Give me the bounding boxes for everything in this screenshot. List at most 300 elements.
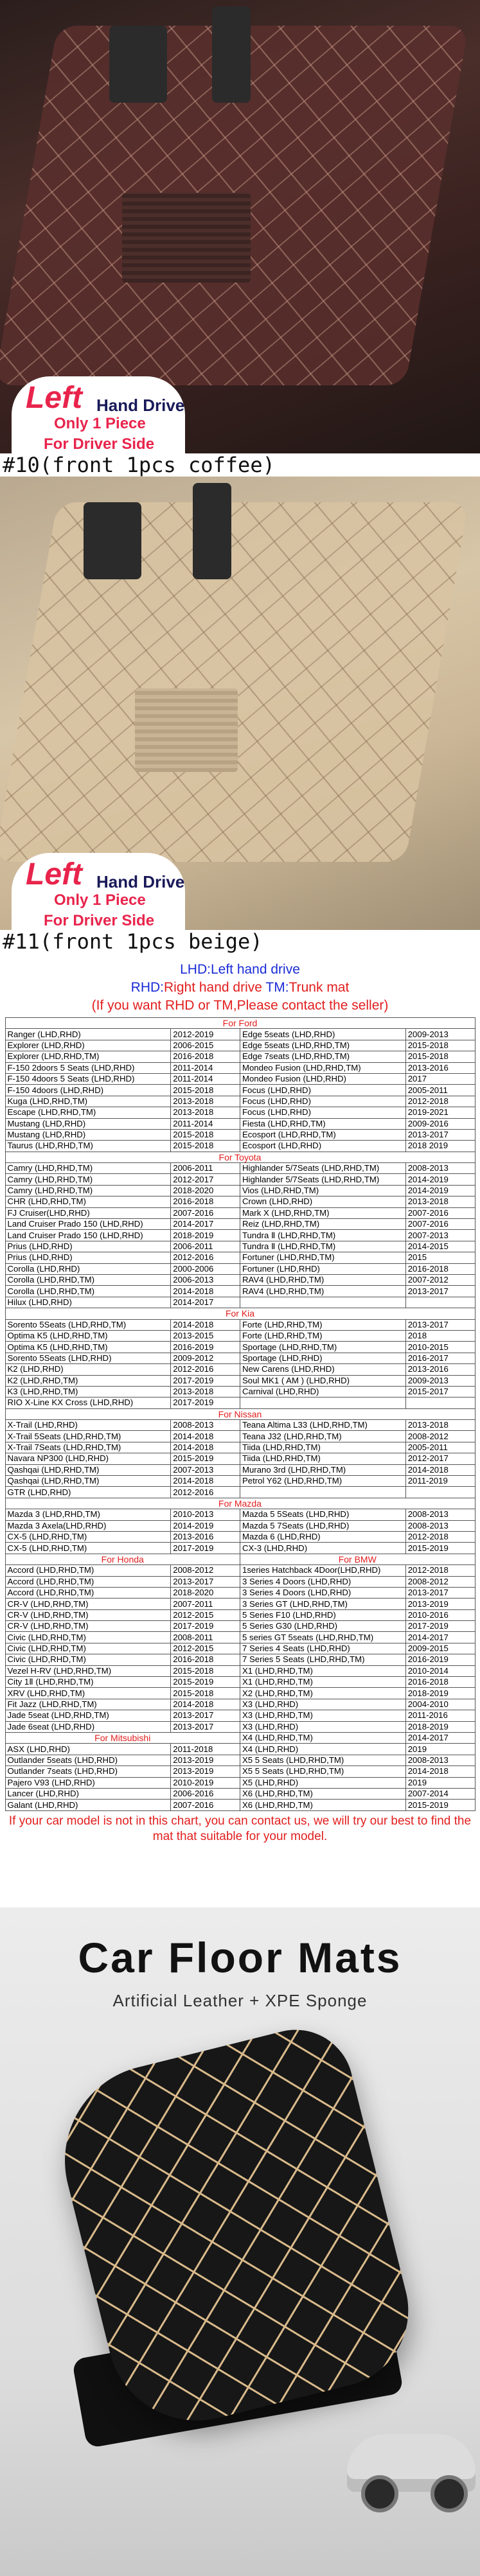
table-cell: K2 (LHD,RHD) <box>5 1364 171 1375</box>
table-cell: 2010-2014 <box>405 1665 475 1676</box>
table-cell: Jade 6seat (LHD,RHD) <box>5 1721 171 1732</box>
table-cell <box>405 1487 475 1498</box>
table-cell: F-150 4doors (LHD,RHD) <box>5 1085 171 1096</box>
table-cell: 2007-2012 <box>405 1274 475 1285</box>
table-row <box>5 1554 475 1564</box>
table-cell: Sorento 5Seats (LHD,RHD,TM) <box>5 1319 171 1330</box>
table-cell: 2008-2012 <box>171 1565 240 1576</box>
table-cell: CR-V (LHD,RHD,TM) <box>5 1609 171 1620</box>
table-cell: 2011-2018 <box>171 1744 240 1755</box>
table-cell: 2016-2018 <box>171 1196 240 1207</box>
table-cell: 2009-2012 <box>171 1353 240 1363</box>
table-cell <box>405 1297 475 1308</box>
table-cell: Qashqai (LHD,RHD,TM) <box>5 1464 171 1475</box>
table-cell: 2007-2016 <box>171 1207 240 1218</box>
photo-beige-mat <box>0 477 480 953</box>
table-cell: 2017-2019 <box>171 1398 240 1408</box>
table-row <box>5 1621 475 1632</box>
table-row <box>5 1464 475 1475</box>
table-cell: Sorento 5Seats (LHD,RHD) <box>5 1353 171 1363</box>
table-cell: 2014-2018 <box>171 1286 240 1297</box>
table-cell: 2013-2016 <box>171 1531 240 1542</box>
table-row <box>5 1219 475 1230</box>
table-cell: 2011-2019 <box>405 1476 475 1487</box>
table-row <box>5 1308 475 1319</box>
table-cell: 2010-2019 <box>171 1777 240 1788</box>
table-cell: Mark X (LHD,RHD,TM) <box>240 1207 405 1218</box>
table-cell: Edge 7seats (LHD,RHD,TM) <box>240 1051 405 1062</box>
table-cell: 2015 <box>405 1252 475 1263</box>
table-cell: Accord (LHD,RHD,TM) <box>5 1576 171 1587</box>
table-cell: 2007-2016 <box>171 1800 240 1810</box>
table-cell: 2009-2013 <box>405 1029 475 1040</box>
table-cell: F-150 4doors 5 Seats (LHD,RHD) <box>5 1073 171 1084</box>
table-cell: GTR (LHD,RHD) <box>5 1487 171 1498</box>
table-cell: 2013-2017 <box>405 1587 475 1598</box>
table-row <box>5 1654 475 1665</box>
product-subtitle: Artificial Leather + XPE Sponge <box>112 1991 368 2010</box>
table-cell: 2006-2011 <box>171 1241 240 1252</box>
table-cell: 2008-2013 <box>171 1420 240 1431</box>
table-cell: Forte (LHD,RHD,TM) <box>240 1319 405 1330</box>
table-cell: 2006-2011 <box>171 1163 240 1174</box>
table-cell: Pajero V93 (LHD,RHD) <box>5 1777 171 1788</box>
table-cell: 2018-2020 <box>171 1587 240 1598</box>
table-cell: Escape (LHD,RHD,TM) <box>5 1107 171 1118</box>
table-cell: Accord (LHD,RHD,TM) <box>5 1565 171 1576</box>
table-cell: Vios (LHD,RHD,TM) <box>240 1185 405 1196</box>
table-row <box>5 1643 475 1654</box>
badge-left-text: Left <box>26 381 82 415</box>
table-cell: Prius (LHD,RHD) <box>5 1241 171 1252</box>
table-cell: 2014-2017 <box>405 1733 475 1744</box>
table-cell: 2015-2018 <box>405 1040 475 1051</box>
table-row <box>5 1766 475 1777</box>
table-cell: Carnival (LHD,RHD) <box>240 1386 405 1397</box>
table-cell: 2013-2018 <box>171 1096 240 1107</box>
table-cell: 2012-2015 <box>171 1643 240 1654</box>
table-cell: 2016-2018 <box>171 1654 240 1665</box>
table-cell: X6 (LHD,RHD,TM) <box>240 1800 405 1810</box>
table-cell: Tiida (LHD,RHD,TM) <box>240 1453 405 1464</box>
table-cell: FJ Cruiser(LHD,RHD) <box>5 1207 171 1218</box>
table-row <box>5 1029 475 1040</box>
table-row <box>5 1263 475 1274</box>
table-row <box>5 1777 475 1788</box>
table-row <box>5 1141 475 1152</box>
table-cell: 1series Hatchback 4Door(LHD,RHD) <box>240 1565 405 1576</box>
table-cell: 2016-2018 <box>171 1051 240 1062</box>
photo-coffee-mat <box>0 0 480 477</box>
table-cell: 2016-2019 <box>171 1342 240 1353</box>
table-cell: 7 Series 5 Seats (LHD,RHD,TM) <box>240 1654 405 1665</box>
table-cell: 2011-2014 <box>171 1062 240 1073</box>
table-cell: City 1Ⅱ (LHD,RHD,TM) <box>5 1677 171 1688</box>
left-hand-drive-badge <box>12 853 185 930</box>
table-cell: 2013-2017 <box>405 1319 475 1330</box>
car-illustration <box>347 2434 476 2492</box>
table-cell: 2015-2019 <box>405 1543 475 1554</box>
table-row <box>5 1487 475 1498</box>
table-cell: 2011-2016 <box>405 1710 475 1721</box>
table-cell: 2015-2018 <box>171 1129 240 1140</box>
badge-driver-text: For Driver Side <box>44 912 155 929</box>
table-cell: 2016-2017 <box>405 1353 475 1363</box>
table-cell: Corolla (LHD,RHD,TM) <box>5 1274 171 1285</box>
table-row <box>5 1085 475 1096</box>
table-row <box>5 1107 475 1118</box>
table-cell: Ecosport (LHD,RHD,TM) <box>240 1129 405 1140</box>
table-row <box>5 1431 475 1442</box>
table-cell: X-Trail (LHD,RHD) <box>5 1420 171 1431</box>
table-cell <box>405 1398 475 1408</box>
table-cell: 2017-2019 <box>171 1621 240 1632</box>
table-row <box>5 1721 475 1732</box>
table-row <box>5 1051 475 1062</box>
table-cell: 2011-2014 <box>171 1073 240 1084</box>
table-cell: 2006-2013 <box>171 1274 240 1285</box>
table-cell: 2008-2013 <box>405 1163 475 1174</box>
table-cell: Land Cruiser Prado 150 (LHD,RHD) <box>5 1230 171 1241</box>
table-cell: CX-3 (LHD,RHD) <box>240 1543 405 1554</box>
table-cell: 2014-2017 <box>405 1632 475 1643</box>
table-cell: Mondeo Fusion (LHD,RHD) <box>240 1073 405 1084</box>
table-cell: Camry (LHD,RHD,TM) <box>5 1174 171 1185</box>
table-row <box>5 1800 475 1810</box>
table-cell: Fortuner (LHD,RHD,TM) <box>240 1252 405 1263</box>
table-cell: 2014-2019 <box>405 1185 475 1196</box>
table-cell: 2007-2016 <box>405 1219 475 1230</box>
table-row <box>5 1531 475 1542</box>
table-row <box>5 1543 475 1554</box>
table-cell: 2014-2018 <box>171 1431 240 1442</box>
table-cell: 2012-2018 <box>405 1565 475 1576</box>
table-cell: 2017-2019 <box>171 1543 240 1554</box>
table-cell: 2012-2015 <box>171 1609 240 1620</box>
table-cell: Mustang (LHD,RHD) <box>5 1118 171 1129</box>
brand-header-cell: For Mazda <box>5 1498 475 1509</box>
table-row <box>5 1408 475 1419</box>
table-row <box>5 1587 475 1598</box>
table-cell: 2010-2015 <box>405 1342 475 1353</box>
table-row <box>5 1386 475 1397</box>
table-cell: Jade 5seat (LHD,RHD,TM) <box>5 1710 171 1721</box>
table-cell: Mustang (LHD,RHD) <box>5 1129 171 1140</box>
table-cell: 2013-2017 <box>405 1129 475 1140</box>
brand-header-cell: For Toyota <box>5 1152 475 1162</box>
table-cell: 2013-2016 <box>405 1062 475 1073</box>
table-cell: Fiesta (LHD,RHD,TM) <box>240 1118 405 1129</box>
car-wheel-front <box>361 2475 398 2512</box>
table-cell: 2013-2017 <box>405 1286 475 1297</box>
table-row <box>5 1185 475 1196</box>
table-cell: RAV4 (LHD,RHD,TM) <box>240 1274 405 1285</box>
table-row <box>5 1040 475 1051</box>
table-cell <box>240 1398 405 1408</box>
table-cell: 2007-2016 <box>405 1207 475 1218</box>
table-cell: Reiz (LHD,RHD,TM) <box>240 1219 405 1230</box>
table-cell: 2018-2019 <box>405 1721 475 1732</box>
table-row <box>5 1744 475 1755</box>
rhd-key: RHD: <box>130 980 164 995</box>
table-cell: 7 Series 4 Seats (LHD,RHD) <box>240 1643 405 1654</box>
table-cell: 2009-2016 <box>405 1118 475 1129</box>
photo-caption: #11(front 1pcs beige) <box>0 930 480 953</box>
table-row <box>5 1073 475 1084</box>
table-cell: Outlander 5seats (LHD,RHD) <box>5 1755 171 1766</box>
brand-header-cell: For Nissan <box>5 1408 475 1419</box>
table-cell: X1 (LHD,RHD,TM) <box>240 1665 405 1676</box>
table-cell: Ecosport (LHD,RHD) <box>240 1141 405 1152</box>
table-cell: Taurus (LHD,RHD,TM) <box>5 1141 171 1152</box>
table-cell: Tundra Ⅱ (LHD,RHD,TM) <box>240 1230 405 1241</box>
table-cell: Edge 5seats (LHD,RHD,TM) <box>240 1040 405 1051</box>
product-banner <box>0 1907 480 2576</box>
table-row <box>5 1476 475 1487</box>
table-cell: 2017-2019 <box>171 1375 240 1386</box>
table-cell: Highlander 5/7Seats (LHD,RHD,TM) <box>240 1163 405 1174</box>
table-row <box>5 1286 475 1297</box>
table-cell: Camry (LHD,RHD,TM) <box>5 1163 171 1174</box>
table-cell: 2019-2021 <box>405 1107 475 1118</box>
table-cell: 2015-2018 <box>171 1665 240 1676</box>
table-cell: 2008-2012 <box>405 1576 475 1587</box>
table-cell: Explorer (LHD,RHD) <box>5 1040 171 1051</box>
table-cell: New Carens (LHD,RHD) <box>240 1364 405 1375</box>
table-cell: 2019 <box>405 1777 475 1788</box>
table-cell: 2016-2018 <box>405 1677 475 1688</box>
table-cell: 2016-2018 <box>405 1263 475 1274</box>
table-cell: Petrol Y62 (LHD,RHD,TM) <box>240 1476 405 1487</box>
table-cell: 2017 <box>405 1073 475 1084</box>
table-row <box>5 1632 475 1643</box>
table-row <box>5 1230 475 1241</box>
table-row <box>5 1129 475 1140</box>
table-cell: 2014-2018 <box>405 1766 475 1777</box>
table-row <box>5 1733 475 1744</box>
table-row <box>5 1018 475 1029</box>
table-cell: 2012-2018 <box>405 1096 475 1107</box>
table-cell: RAV4 (LHD,RHD,TM) <box>240 1286 405 1297</box>
table-cell: 2009-2015 <box>405 1643 475 1654</box>
table-cell: K2 (LHD,RHD,TM) <box>5 1375 171 1386</box>
table-cell: 2014-2018 <box>171 1442 240 1453</box>
table-cell: XRV (LHD,RHD,TM) <box>5 1688 171 1699</box>
rhd-text: Right hand drive <box>164 980 262 995</box>
table-cell: 2005-2011 <box>405 1085 475 1096</box>
table-row <box>5 1576 475 1587</box>
table-cell: Focus (LHD,RHD) <box>240 1096 405 1107</box>
table-row <box>5 1710 475 1721</box>
product-title: Car Floor Mats <box>78 1934 402 1981</box>
table-cell: 2018-2019 <box>171 1230 240 1241</box>
table-cell: 2007-2011 <box>171 1599 240 1609</box>
table-row <box>5 1096 475 1107</box>
table-row <box>5 1342 475 1353</box>
table-cell: 2015-2018 <box>171 1688 240 1699</box>
table-cell: 2015-2017 <box>405 1386 475 1397</box>
chart-footer-note: If your car model is not in this chart, you can contact us, we will try our best to find the mat that suitable for your model. <box>8 1814 472 1843</box>
table-cell: 2015-2019 <box>171 1677 240 1688</box>
table-cell: 2008-2011 <box>171 1632 240 1643</box>
table-cell: 2016-2019 <box>405 1654 475 1665</box>
table-row <box>5 1252 475 1263</box>
table-cell: Vezel H-RV (LHD,RHD,TM) <box>5 1665 171 1676</box>
badge-only-text: Only 1 Piece <box>54 891 146 909</box>
table-cell: X6 (LHD,RHD,TM) <box>240 1788 405 1799</box>
table-cell: 2013-2016 <box>405 1364 475 1375</box>
table-cell: 2009-2013 <box>405 1375 475 1386</box>
table-cell: 2013-2017 <box>171 1710 240 1721</box>
table-cell: 2004-2010 <box>405 1699 475 1710</box>
table-row <box>5 1699 475 1710</box>
table-cell: 5 Series F10 (LHD,RHD) <box>240 1609 405 1620</box>
table-row <box>5 1375 475 1386</box>
table-cell: Land Cruiser Prado 150 (LHD,RHD) <box>5 1219 171 1230</box>
table-cell <box>240 1487 405 1498</box>
chart-contact-line: (If you want RHD or TM,Please contact the seller) <box>91 998 389 1013</box>
left-hand-drive-badge <box>12 376 185 453</box>
table-cell: 2005-2011 <box>405 1442 475 1453</box>
table-cell: X-Trail 7Seats (LHD,RHD,TM) <box>5 1442 171 1453</box>
table-cell: X3 (LHD,RHD,TM) <box>240 1710 405 1721</box>
table-row <box>5 1207 475 1218</box>
table-cell: 2013-2017 <box>171 1721 240 1732</box>
table-cell: Mazda 3 (LHD,RHD,TM) <box>5 1509 171 1520</box>
table-cell: RIO X-Line KX Cross (LHD,RHD) <box>5 1398 171 1408</box>
table-cell: Navara NP300 (LHD,RHD) <box>5 1453 171 1464</box>
table-cell: 2014-2017 <box>171 1297 240 1308</box>
table-cell: 2018-2020 <box>171 1185 240 1196</box>
table-row <box>5 1420 475 1431</box>
table-cell: Optima K5 (LHD,RHD,TM) <box>5 1342 171 1353</box>
table-cell: X-Trail 5Seats (LHD,RHD,TM) <box>5 1431 171 1442</box>
table-cell: Tundra Ⅱ (LHD,RHD,TM) <box>240 1241 405 1252</box>
table-cell: 2000-2006 <box>171 1263 240 1274</box>
table-row <box>5 1453 475 1464</box>
table-cell: F-150 2doors 5 Seats (LHD,RHD) <box>5 1062 171 1073</box>
table-cell: 2006-2016 <box>171 1788 240 1799</box>
table-cell: 2013-2019 <box>171 1766 240 1777</box>
table-cell: 2008-2013 <box>405 1509 475 1520</box>
table-cell: 2015-2019 <box>405 1800 475 1810</box>
table-cell: Sportage (LHD,RHD,TM) <box>240 1342 405 1353</box>
table-cell: Galant (LHD,RHD) <box>5 1800 171 1810</box>
table-row <box>5 1442 475 1453</box>
table-cell: Civic (LHD,RHD,TM) <box>5 1632 171 1643</box>
table-cell: CR-V (LHD,RHD,TM) <box>5 1599 171 1609</box>
table-cell: 2014-2018 <box>171 1699 240 1710</box>
table-cell: Kuga (LHD,RHD,TM) <box>5 1096 171 1107</box>
table-row <box>5 1565 475 1576</box>
table-row <box>5 1520 475 1531</box>
table-cell: Mondeo Fusion (LHD,RHD,TM) <box>240 1062 405 1073</box>
brand-header-cell: For Ford <box>5 1018 475 1029</box>
table-row <box>5 1688 475 1699</box>
badge-only-text: Only 1 Piece <box>54 415 146 432</box>
table-row <box>5 1364 475 1375</box>
table-row <box>5 1599 475 1609</box>
badge-left-text: Left <box>26 857 82 891</box>
table-cell: Mazda 6 (LHD,RHD) <box>240 1531 405 1542</box>
table-row <box>5 1755 475 1766</box>
table-cell: 2013-2018 <box>171 1386 240 1397</box>
heel-pad <box>122 193 251 283</box>
badge-hand-drive-text: Hand Drive <box>96 872 185 891</box>
table-cell: 2012-2016 <box>171 1364 240 1375</box>
table-cell: 2012-2017 <box>405 1453 475 1464</box>
table-cell: Crown (LHD,RHD) <box>240 1196 405 1207</box>
table-cell: 2007-2014 <box>405 1788 475 1799</box>
table-cell: Prius (LHD,RHD) <box>5 1252 171 1263</box>
table-cell: Mazda 3 Axela(LHD,RHD) <box>5 1520 171 1531</box>
table-cell: 2013-2018 <box>405 1196 475 1207</box>
table-cell: 2012-2016 <box>171 1487 240 1498</box>
table-cell: 2012-2016 <box>171 1252 240 1263</box>
table-cell: 2014-2018 <box>405 1464 475 1475</box>
table-cell: Accord (LHD,RHD,TM) <box>5 1587 171 1598</box>
table-row <box>5 1498 475 1509</box>
table-cell: Civic (LHD,RHD,TM) <box>5 1643 171 1654</box>
table-cell: 2013-2017 <box>171 1576 240 1587</box>
table-cell: X3 (LHD,RHD) <box>240 1699 405 1710</box>
table-cell: 2014-2017 <box>171 1219 240 1230</box>
badge-hand-drive-text: Hand Drive <box>96 396 185 415</box>
table-cell: X4 (LHD,RHD,TM) <box>240 1733 405 1744</box>
table-cell: CR-V (LHD,RHD,TM) <box>5 1621 171 1632</box>
table-cell: 3 Series 4 Doors (LHD,RHD) <box>240 1587 405 1598</box>
chart-lhd-line: LHD:Left hand drive <box>180 962 300 977</box>
table-cell: 2012-2019 <box>171 1029 240 1040</box>
table-cell: Murano 3rd (LHD,RHD,TM) <box>240 1464 405 1475</box>
table-row <box>5 1163 475 1174</box>
table-cell: Forte (LHD,RHD,TM) <box>240 1330 405 1341</box>
table-cell: 2018 <box>405 1330 475 1341</box>
table-cell: X4 (LHD,RHD) <box>240 1744 405 1755</box>
table-cell: Focus (LHD,RHD) <box>240 1085 405 1096</box>
badge-driver-text: For Driver Side <box>44 435 155 453</box>
table-cell: Qashqai (LHD,RHD,TM) <box>5 1476 171 1487</box>
table-cell: 2014-2018 <box>171 1319 240 1330</box>
table-cell: Explorer (LHD,RHD,TM) <box>5 1051 171 1062</box>
table-row <box>5 1319 475 1330</box>
table-cell: 2014-2019 <box>405 1174 475 1185</box>
table-cell: Lancer (LHD,RHD) <box>5 1788 171 1799</box>
table-cell: Focus (LHD,RHD) <box>240 1107 405 1118</box>
table-cell: Outlander 7seats (LHD,RHD) <box>5 1766 171 1777</box>
table-cell: Sportage (LHD,RHD) <box>240 1353 405 1363</box>
table-cell: 2019 <box>405 1744 475 1755</box>
table-cell: 2015-2018 <box>171 1085 240 1096</box>
table-cell: Teana J32 (LHD,RHD,TM) <box>240 1431 405 1442</box>
table-row <box>5 1174 475 1185</box>
table-cell: Corolla (LHD,RHD,TM) <box>5 1286 171 1297</box>
table-cell: Tiida (LHD,RHD,TM) <box>240 1442 405 1453</box>
table-row <box>5 1665 475 1676</box>
table-cell: CX-5 (LHD,RHD,TM) <box>5 1543 171 1554</box>
accelerator-pedal <box>212 6 251 103</box>
table-cell: Teana Altima L33 (LHD,RHD,TM) <box>240 1420 405 1431</box>
table-cell: 2012-2018 <box>405 1531 475 1542</box>
table-row <box>5 1677 475 1688</box>
table-cell: Camry (LHD,RHD,TM) <box>5 1185 171 1196</box>
table-cell: Civic (LHD,RHD,TM) <box>5 1654 171 1665</box>
table-cell: X2 (LHD,RHD,TM) <box>240 1688 405 1699</box>
table-row <box>5 1353 475 1363</box>
table-cell: 2014-2019 <box>171 1520 240 1531</box>
table-cell: 2006-2015 <box>171 1040 240 1051</box>
table-cell: Corolla (LHD,RHD) <box>5 1263 171 1274</box>
